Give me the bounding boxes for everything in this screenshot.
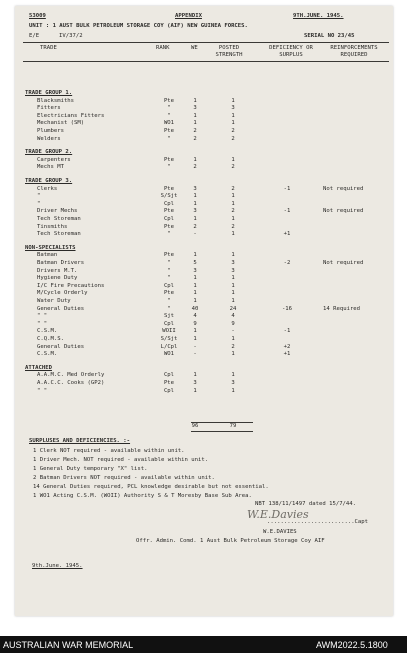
cell-trade: Driver Mechs — [37, 208, 78, 215]
cell-posted: 1 — [231, 156, 235, 163]
cell-rank: WO1 — [163, 351, 175, 358]
cell-trade: " — [37, 200, 41, 207]
cell-rank: Pte — [163, 156, 175, 163]
cell-trade: C.S.M. — [37, 351, 58, 358]
cell-posted: 4 — [231, 313, 235, 320]
cell-posted: 24 — [229, 305, 237, 312]
cell-posted: 1 — [231, 252, 235, 259]
cell-we: 1 — [193, 372, 197, 379]
cell-we: 1 — [193, 97, 197, 104]
cell-trade: Batman — [37, 252, 58, 259]
cell-rank: Pte — [163, 252, 175, 259]
column-deficiency: DEFICIENCY OR SURPLUS — [269, 45, 313, 58]
cell-we: 3 — [193, 105, 197, 112]
surplus-line: 2 Batman Drivers NOT required - available within unit. — [33, 475, 215, 481]
cell-rank: " — [167, 164, 171, 171]
cell-rank: Pte — [163, 290, 175, 297]
cell-we: 1 — [193, 290, 197, 297]
cell-we: 1 — [193, 200, 197, 207]
cell-posted: 1 — [231, 120, 235, 127]
cell-we: 4 — [193, 313, 197, 320]
cell-rank: " — [167, 260, 171, 266]
cell-trade: Drivers M.T. — [37, 267, 78, 274]
cell-we: 1 — [193, 387, 197, 394]
cell-posted: 1 — [231, 112, 235, 119]
column-we: WE — [191, 45, 198, 51]
cell-trade: Blacksmiths — [37, 97, 75, 104]
cell-trade: Clerks — [37, 185, 58, 192]
column-posted: POSTED STRENGTH — [215, 45, 243, 58]
footer-date: 9th.June. 1945. — [32, 563, 83, 569]
group-title: TRADE GROUP 2. — [25, 149, 73, 156]
cell-rank: " — [167, 267, 171, 274]
column-rank: RANK — [156, 45, 170, 51]
surplus-line: 1 WO1 Acting C.S.M. (WOII) Authority S & T Moresby Base Sub Area. — [33, 493, 252, 499]
group-title: TRADE GROUP 3. — [25, 178, 73, 184]
cell-posted: 1 — [231, 193, 235, 200]
cell-trade: Plumbers — [37, 128, 64, 134]
cell-posted: 2 — [231, 135, 235, 142]
cell-rank: " — [167, 231, 171, 238]
cell-rank: Cpl — [163, 282, 175, 289]
surplus-line: 1 Driver Mech. NOT required - available within unit. — [33, 457, 209, 463]
cell-posted: 1 — [231, 216, 235, 222]
cell-posted: 1 — [231, 298, 235, 304]
cell-we: 5 — [193, 260, 197, 266]
cell-rank: Sjt — [163, 313, 175, 320]
ee-reference: IV/37/2 — [59, 33, 83, 39]
cell-posted: 3 — [231, 105, 235, 112]
appendix-label: APPENDIX — [175, 13, 202, 19]
cell-rank: Pte — [163, 380, 175, 386]
cell-trade: A.A.M.C. Med Orderly — [37, 372, 105, 379]
cell-rank: Pte — [163, 208, 175, 215]
cell-rank: " — [167, 112, 171, 119]
cell-req: Not required — [323, 185, 364, 192]
cell-trade: " " — [37, 320, 48, 327]
cell-we: 1 — [193, 275, 197, 282]
cell-trade: " " — [37, 313, 48, 320]
cell-posted: 2 — [231, 185, 235, 192]
cell-we: 2 — [193, 164, 197, 171]
cell-trade: C.Q.M.S. — [37, 336, 64, 342]
cell-trade: Tinsmiths — [37, 223, 68, 230]
cell-posted: 3 — [231, 260, 235, 266]
total-posted: 79 — [229, 423, 237, 429]
cell-posted: 1 — [231, 275, 235, 282]
signatory-title: Offr. Admin. Comd. 1 Aust Bulk Petroleum Storage Coy AIF — [136, 538, 325, 544]
cell-we: 2 — [193, 128, 197, 134]
cell-posted: 2 — [231, 208, 235, 215]
cell-trade: Fitters — [37, 105, 61, 112]
cell-we: 1 — [193, 328, 197, 335]
cell-def: +2 — [283, 343, 291, 350]
cell-rank: " — [167, 135, 171, 142]
cell-posted: 1 — [231, 336, 235, 342]
cell-rank: S/Sjt — [160, 193, 178, 200]
cell-we: 1 — [193, 156, 197, 163]
cell-posted: 9 — [231, 320, 235, 327]
cell-rank: Cpl — [163, 387, 175, 394]
archive-name: AUSTRALIAN WAR MEMORIAL — [3, 640, 134, 650]
signature-line: ..........................Capt — [267, 519, 369, 525]
surplus-line: 1 Clerk NOT required - available within unit. — [33, 448, 185, 454]
cell-trade: General Duties — [37, 305, 85, 312]
cell-rank: Pte — [163, 128, 175, 134]
total-we: 96 — [191, 423, 199, 429]
cell-posted: 1 — [231, 200, 235, 207]
cell-def: -1 — [283, 328, 291, 335]
cell-rank: S/Sjt — [160, 336, 178, 342]
surpluses-title: SURPLUSES AND DEFICIENCIES. :- — [29, 438, 131, 444]
cell-rank: L/Cpl — [160, 343, 178, 350]
cell-trade: General Duties — [37, 343, 85, 350]
cell-posted: 2 — [231, 164, 235, 171]
cell-trade: Mechs MT — [37, 164, 64, 171]
cell-rank: Pte — [163, 97, 175, 104]
document-sheet — [15, 6, 393, 616]
cell-posted: 1 — [231, 231, 235, 238]
column-trade: TRADE — [40, 45, 57, 51]
unit-line: UNIT : 1 AUST BULK PETROLEUM STORAGE COY (AIF) NEW GUINEA FORCES. — [29, 23, 248, 29]
archive-reference: AWM2022.5.1800 — [316, 640, 388, 650]
cell-posted: 2 — [231, 128, 235, 134]
cell-we: 1 — [193, 216, 197, 222]
cell-trade: Electricians Fitters — [37, 112, 105, 119]
cell-req: Not required — [323, 208, 364, 215]
handwritten-signature: W.E.Davies — [247, 508, 309, 521]
cell-trade: Hygiene Duty — [37, 275, 78, 282]
cell-posted: 2 — [231, 223, 235, 230]
cell-we: 1 — [193, 193, 197, 200]
cell-trade: A.A.C.C. Cooks (GP2) — [37, 380, 105, 386]
cell-trade: Mechanist (SM) — [37, 120, 85, 127]
cell-req: Not required — [323, 260, 364, 266]
cell-trade: Tech Storeman — [37, 216, 81, 222]
cell-posted: 3 — [231, 380, 235, 386]
cell-we: 1 — [193, 298, 197, 304]
cell-posted: - — [231, 328, 235, 335]
cell-def: -1 — [283, 185, 291, 192]
cell-we: 40 — [191, 305, 199, 312]
cell-rank: Pte — [163, 223, 175, 230]
cell-rank: " — [167, 298, 171, 304]
cell-trade: Water Duty — [37, 298, 71, 304]
cell-trade: " — [37, 193, 41, 200]
cell-posted: 1 — [231, 372, 235, 379]
header-rule-top — [23, 42, 389, 43]
totals-rule-bottom — [191, 431, 253, 432]
cell-we: 9 — [193, 320, 197, 327]
cell-we: - — [193, 231, 197, 238]
cell-def: -1 — [283, 208, 291, 215]
cell-trade: " " — [37, 387, 48, 394]
cell-we: 1 — [193, 120, 197, 127]
cell-req: 14 Required — [323, 305, 361, 312]
cell-we: 1 — [193, 252, 197, 259]
cell-trade: C.S.M. — [37, 328, 58, 335]
cell-rank: Cpl — [163, 216, 175, 222]
cell-trade: M/Cycle Orderly — [37, 290, 88, 297]
surplus-line: 14 General Duties required, PCL knowledge desirable but not essential. — [33, 484, 269, 490]
cell-we: 3 — [193, 267, 197, 274]
authority-reference: NBT 138/11/1497 dated 15/7/44. — [255, 501, 357, 507]
cell-we: 2 — [193, 223, 197, 230]
archive-footer-bar — [0, 636, 407, 653]
cell-rank: Cpl — [163, 320, 175, 327]
header-rule-bottom — [23, 61, 389, 62]
cell-we: 1 — [193, 112, 197, 119]
cell-trade: Batman Drivers — [37, 260, 85, 266]
cell-we: 1 — [193, 336, 197, 342]
cell-we: 3 — [193, 380, 197, 386]
cell-trade: I/C Fire Precautions — [37, 282, 105, 289]
cell-we: - — [193, 343, 197, 350]
column-reinforcements: REINFORCEMENTS REQUIRED — [330, 45, 378, 58]
reference-number: 53009 — [29, 13, 46, 19]
cell-posted: 1 — [231, 97, 235, 104]
cell-rank: WO1 — [163, 120, 175, 127]
cell-posted: 1 — [231, 387, 235, 394]
cell-trade: Welders — [37, 135, 61, 142]
cell-posted: 1 — [231, 282, 235, 289]
cell-we: 1 — [193, 282, 197, 289]
serial-number: SERIAL NO 23/45 — [304, 33, 355, 39]
cell-rank: Pte — [163, 185, 175, 192]
cell-posted: 1 — [231, 290, 235, 297]
cell-rank: Cpl — [163, 200, 175, 207]
cell-rank: WOII — [162, 328, 176, 335]
cell-trade: Tech Storeman — [37, 231, 81, 238]
cell-rank: " — [167, 275, 171, 282]
cell-def: -16 — [281, 305, 293, 312]
cell-rank: " — [167, 305, 171, 312]
cell-posted: 3 — [231, 267, 235, 274]
cell-def: -2 — [283, 260, 291, 266]
ee-label: E/E — [29, 33, 40, 39]
cell-we: 2 — [193, 135, 197, 142]
cell-we: - — [193, 351, 197, 358]
cell-rank: " — [167, 105, 171, 112]
cell-we: 3 — [193, 185, 197, 192]
group-title: ATTACHED — [25, 364, 52, 371]
cell-trade: Carpenters — [37, 156, 71, 163]
cell-posted: 1 — [231, 351, 235, 358]
group-title: TRADE GROUP 1. — [25, 90, 73, 96]
cell-def: +1 — [283, 351, 291, 358]
surplus-line: 1 General Duty temporary "X" list. — [33, 466, 148, 472]
signatory-name: W.E.DAVIES — [263, 529, 297, 535]
cell-we: 3 — [193, 208, 197, 215]
cell-rank: Cpl — [163, 372, 175, 379]
cell-posted: 2 — [231, 343, 235, 350]
document-date: 9TH.JUNE. 1945. — [293, 13, 344, 19]
cell-def: +1 — [283, 231, 291, 238]
group-title: NON-SPECIALISTS — [25, 244, 76, 251]
